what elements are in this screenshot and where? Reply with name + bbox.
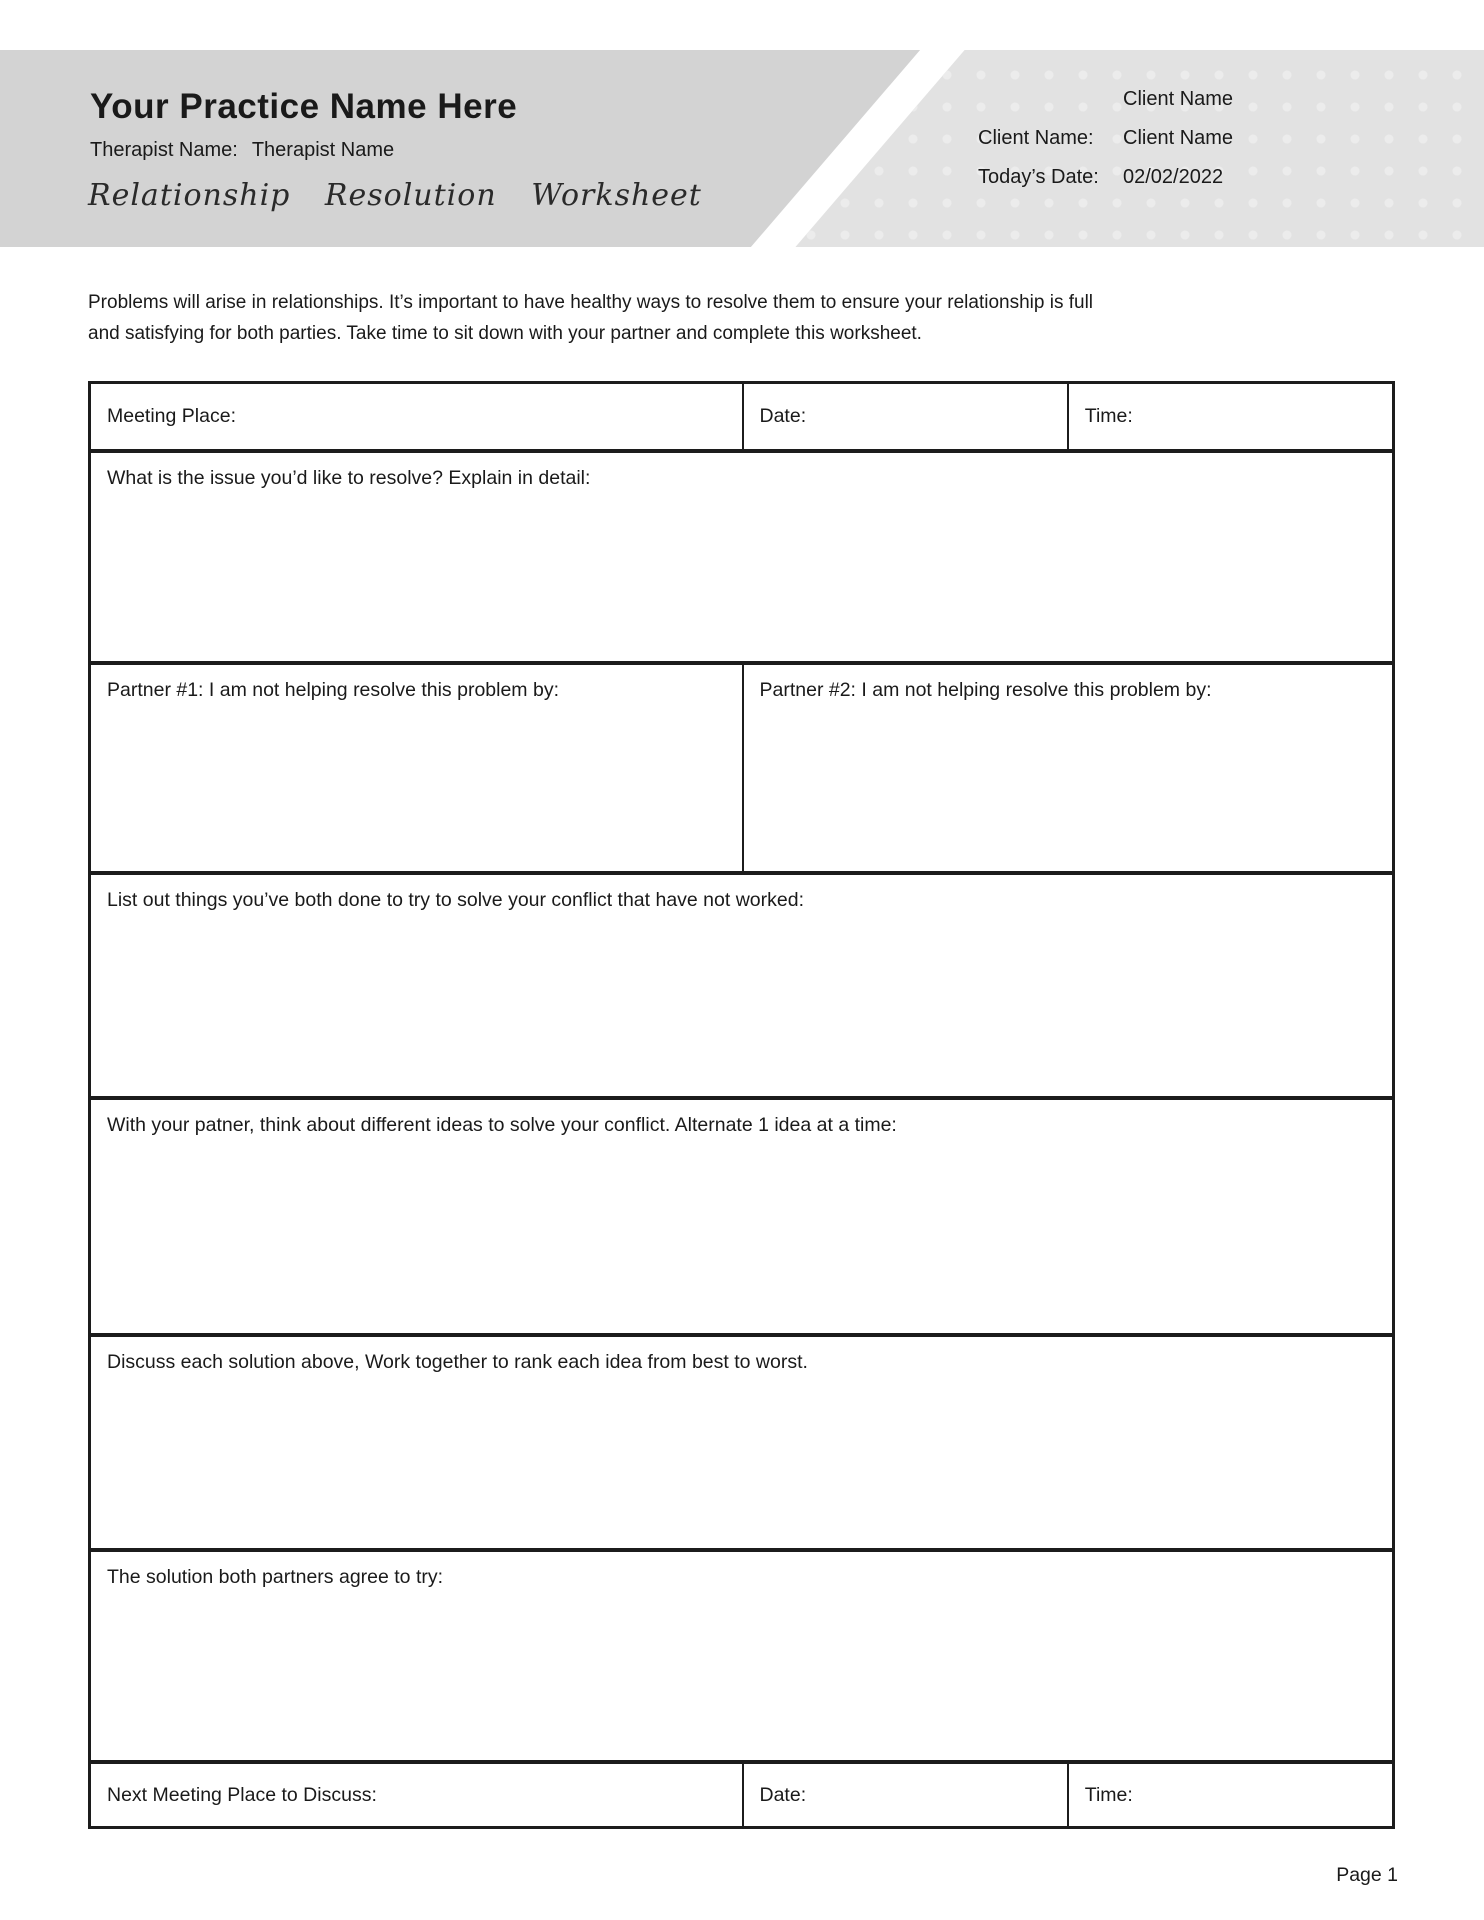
header-band <box>0 50 1484 247</box>
ideas-row <box>91 1096 1392 1333</box>
next-meeting-time-cell <box>1067 1764 1392 1826</box>
therapist-line <box>90 139 394 161</box>
intro-line-2: and satisfying for both parties. Take time to sit down with your partner and complete this worksheet. <box>88 323 922 344</box>
todays-date-label: Today’s Date: <box>978 166 1099 188</box>
agreed-solution-cell <box>91 1552 1392 1760</box>
agreed-solution-row <box>91 1548 1392 1760</box>
todays-date-value: 02/02/2022 <box>1123 166 1224 188</box>
meeting-date-label: Date: <box>759 405 807 427</box>
issue-row <box>91 449 1392 661</box>
issue-cell <box>91 453 1392 661</box>
rank-ideas-row <box>91 1333 1392 1548</box>
agreed-solution-label: The solution both partners agree to try: <box>107 1566 444 1588</box>
client-name-label: Client Name: <box>978 127 1094 149</box>
issue-label: What is the issue you’d like to resolve? Explain in detail: <box>107 467 591 489</box>
partner2-label: Partner #2: I am not helping resolve this problem by: <box>759 679 1212 701</box>
client-name-display: Client Name <box>1123 88 1234 110</box>
ideas-cell <box>91 1100 1392 1333</box>
client-info-block <box>978 80 1233 197</box>
rank-ideas-cell <box>91 1337 1392 1548</box>
next-meeting-date-cell <box>742 1764 1067 1826</box>
partner1-label: Partner #1: I am not helping resolve this problem by: <box>107 679 559 701</box>
meeting-place-cell <box>91 384 742 449</box>
intro-paragraph <box>88 287 1238 349</box>
meeting-place-label: Meeting Place: <box>107 405 236 427</box>
rank-ideas-label: Discuss each solution above, Work together to rank each idea from best to worst. <box>107 1351 808 1373</box>
meeting-time-label: Time: <box>1084 405 1133 427</box>
client-name-value: Client Name <box>1123 127 1234 149</box>
tried-solutions-label: List out things you’ve both done to try to solve your conflict that have not worked: <box>107 889 804 911</box>
meeting-info-row <box>91 384 1392 449</box>
ideas-label: With your patner, think about different ideas to solve your conflict. Alternate 1 idea at a time: <box>107 1114 897 1136</box>
partner2-cell <box>742 665 1393 871</box>
next-meeting-time-label: Time: <box>1084 1783 1133 1806</box>
tried-solutions-cell <box>91 875 1392 1096</box>
partners-row <box>91 661 1392 871</box>
page-number: Page 1 <box>1336 1864 1398 1886</box>
therapist-name-value: Therapist Name <box>251 139 395 161</box>
next-meeting-place-cell <box>91 1764 742 1826</box>
partner1-cell <box>91 665 742 871</box>
worksheet-table <box>88 381 1395 1829</box>
intro-line-1: Problems will arise in relationships. It’s important to have healthy ways to resolve them to ensure your relationship is full <box>88 292 1094 313</box>
worksheet-title: Relationship Resolution Worksheet <box>88 178 702 213</box>
therapist-name-label: Therapist Name: <box>90 139 238 161</box>
practice-name: Your Practice Name Here <box>90 87 518 126</box>
next-meeting-place-label: Next Meeting Place to Discuss: <box>107 1783 377 1806</box>
meeting-date-cell <box>742 384 1067 449</box>
next-meeting-row <box>91 1760 1392 1826</box>
next-meeting-date-label: Date: <box>759 1783 807 1806</box>
meeting-time-cell <box>1067 384 1392 449</box>
tried-solutions-row <box>91 871 1392 1096</box>
